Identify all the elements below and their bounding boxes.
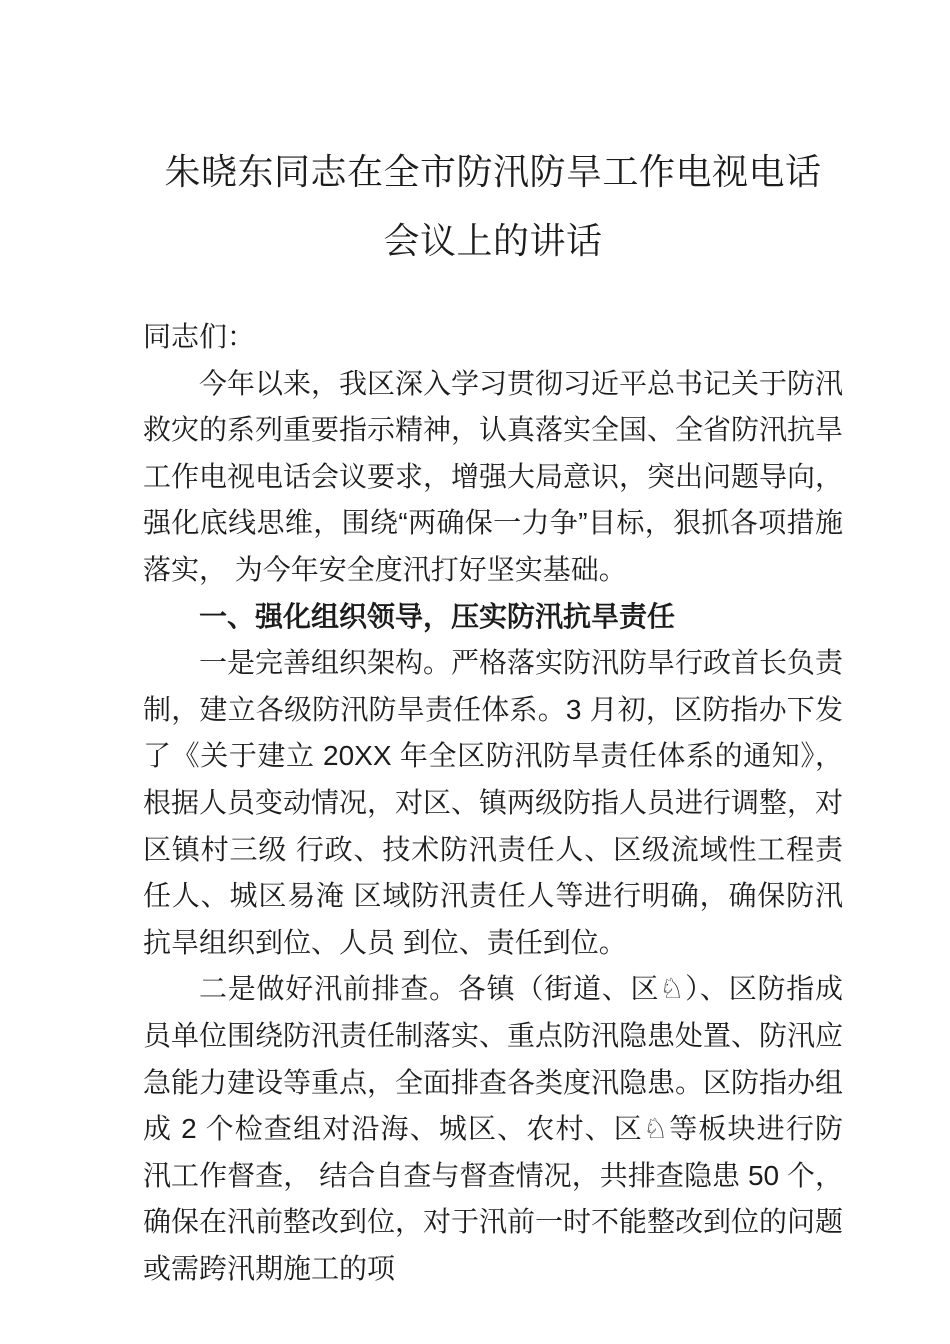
document-body [143,314,843,1292]
document-content [143,0,843,1292]
document-title [143,0,843,276]
paragraph-point-1: 一是完善组织架构。严格落实防汛防旱行政首长负责制，建立各级防汛防旱责任体系。3 月初，区防指办下发了《关于建立 20XX 年全区防汛防旱责任体系的通知》，根据人员变动情况，对区、镇两级防指人员进行调整，对区镇村三级 行政、技术防汛责任人、区级流域性工程责任人、城区易淹 区域防汛责任人等进行明确，确保防汛抗旱组织到位、人员 到位、责任到位。 [143,647,844,958]
title-line-2: 会议上的讲话 [383,221,603,261]
title-line-1: 朱晓东同志在全市防汛防旱工作电视电话 [164,152,822,192]
section-1-heading: 一、强化组织领导，压实防汛抗旱责任 [199,600,676,632]
paragraph-intro: 今年以来，我区深入学习贯彻习近平总书记关于防汛救灾的系列重要指示精神，认真落实全国、全省防汛抗旱工作电视电话会议要求，增强大局意识，突出问题导向，强化底线思维，围绕“两确保一力争”目标，狠抓各项措施落实， 为今年安全度汛打好坚实基础。 [143,367,844,585]
paragraph-point-2: 二是做好汛前排查。各镇（街道、区♘）、区防指成员单位围绕防汛责任制落实、重点防汛隐患处置、防汛应急能力建设等重点，全面排查各类度汛隐患。区防指办组成 2 个检查组对沿海、城区、农村、区♘等板块进行防汛工作督查， 结合自查与督查情况，共排查隐患 50 个，确保在汛前整改到位，对于汛前一时不能整改到位的问题或需跨汛期施工的项 [143,973,844,1284]
salutation: 同志们： [143,321,256,352]
